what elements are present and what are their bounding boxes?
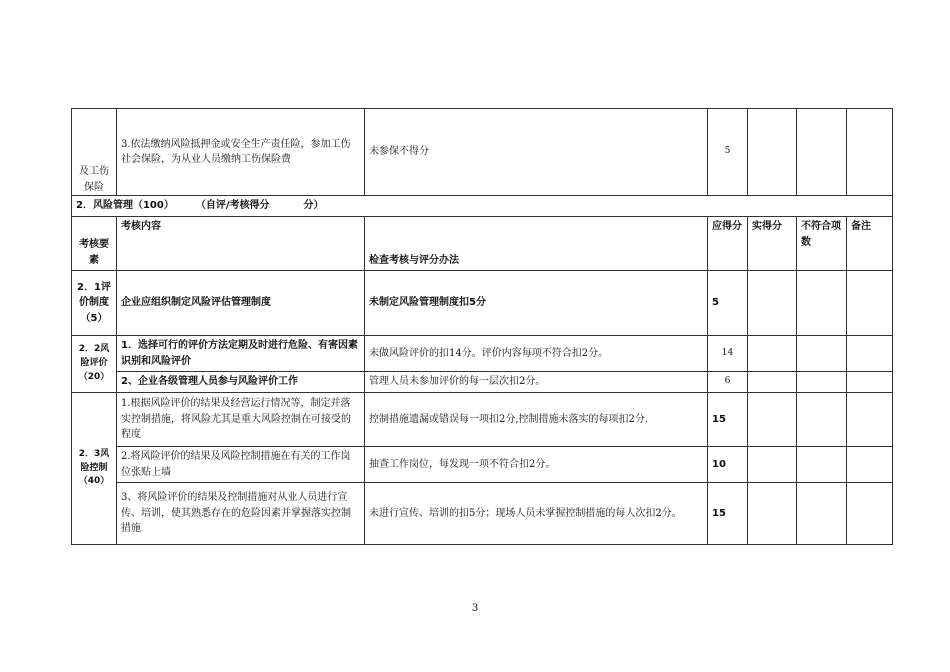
table-row [72,372,893,393]
section-self-eval: （自评/考核得分 [195,200,270,212]
header-content: 考核内容 [117,217,365,271]
header-method: 检查考核与评分办法 [365,217,708,271]
element-cell: 2．1评价制度（5） [72,271,117,336]
content-cell: 3、将风险评价的结果及控制措施对从业人员进行宣传、培训，使其熟悉存在的危险因素并掌握落实控制措施 [117,483,365,545]
score-cell: 10 [708,447,748,483]
remarks-cell [847,372,893,393]
table-row [72,447,893,483]
remarks-cell [847,393,893,447]
method-cell: 抽查工作岗位，每发现一项不符合扣2分。 [365,447,708,483]
element-cell: 及工伤保险 [72,109,117,196]
content-cell: 2.将风险评价的结果及风险控制措施在有关的工作岗位张贴上墙 [117,447,365,483]
score-cell: 5 [708,271,748,336]
section-name: 风险管理（100） [92,200,174,212]
score-cell: 15 [708,393,748,447]
table-row [72,109,893,196]
actual-score-cell [748,336,797,372]
header-actual: 实得分 [748,217,797,271]
method-cell: 未进行宣传、培训的扣5分；现场人员未掌握控制措施的每人次扣2分。 [365,483,708,545]
section-title-row [72,196,893,217]
table-row [72,393,893,447]
header-row [72,217,893,271]
score-cell: 15 [708,483,748,545]
remarks-cell [847,483,893,545]
nonconform-cell [797,372,847,393]
nonconform-cell [797,271,847,336]
header-nonconform: 不符合项数 [797,217,847,271]
page-number: 3 [471,603,479,614]
method-cell: 未做风险评价的扣14分。评价内容每项不符合扣2分。 [365,336,708,372]
remarks-cell [847,271,893,336]
score-cell: 5 [708,109,748,196]
actual-score-cell [748,109,797,196]
remarks-cell [847,336,893,372]
actual-score-cell [748,483,797,545]
content-cell: 1．选择可行的评价方法定期及时进行危险、有害因素识别和风险评价 [117,336,365,372]
content-cell: 3.依法缴纳风险抵押金或安全生产责任险，参加工伤社会保险，为从业人员缴纳工伤保险费 [117,109,365,196]
nonconform-cell [797,336,847,372]
nonconform-cell [797,393,847,447]
header-score: 应得分 [708,217,748,271]
assessment-table [71,108,893,545]
nonconform-cell [797,447,847,483]
content-cell: 1.根据风险评价的结果及经营运行情况等，制定并落实控制措施，将风险尤其是重大风险控制在可接受的程度 [117,393,365,447]
table-row [72,483,893,545]
section-number: 2． [76,200,93,212]
remarks-cell [847,447,893,483]
method-cell: 管理人员未参加评价的每一层次扣2分。 [365,372,708,393]
score-cell: 14 [708,336,748,372]
element-cell: 2．3风险控制（40） [72,393,117,545]
actual-score-cell [748,372,797,393]
actual-score-cell [748,393,797,447]
nonconform-cell [797,109,847,196]
remarks-cell [847,109,893,196]
table-row [72,336,893,372]
score-cell: 6 [708,372,748,393]
method-cell: 未制定风险管理制度扣5分 [365,271,708,336]
element-cell: 2．2风险评价（20） [72,336,117,393]
content-cell: 企业应组织制定风险评估管理制度 [117,271,365,336]
method-cell: 控制措施遗漏或错误每一项扣2分,控制措施未落实的每项扣2分. [365,393,708,447]
actual-score-cell [748,447,797,483]
header-element: 考核要素 [72,217,117,271]
method-cell: 未参保不得分 [365,109,708,196]
content-cell: 2、企业各级管理人员参与风险评价工作 [117,372,365,393]
actual-score-cell [748,271,797,336]
header-remarks: 备注 [847,217,893,271]
section-title [72,196,893,217]
section-unit: 分） [303,200,324,212]
nonconform-cell [797,483,847,545]
table-row [72,271,893,336]
